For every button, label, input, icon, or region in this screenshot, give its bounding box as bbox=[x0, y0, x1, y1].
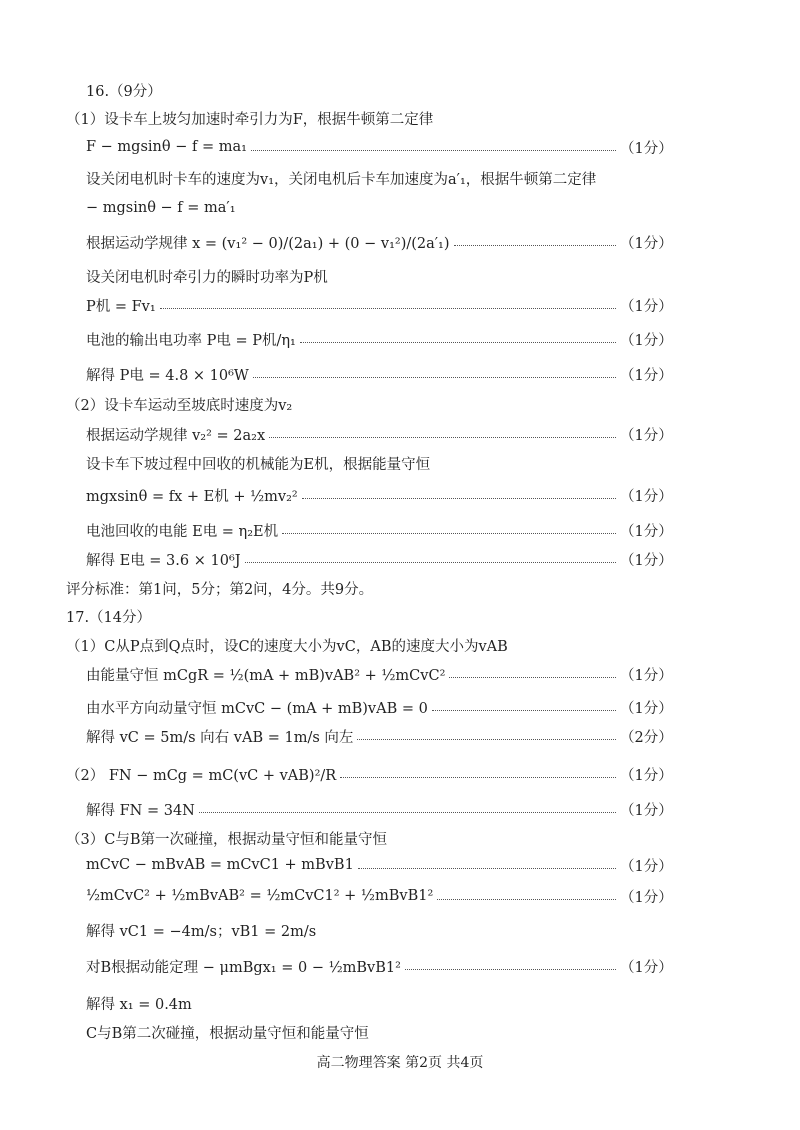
leader-dots bbox=[302, 497, 616, 499]
line-text: 设关闭电机时卡车的速度为v₁，关闭电机后卡车加速度为a′₁，根据牛顿第二定律 bbox=[86, 171, 597, 188]
answer-line-q17-p1 bbox=[0, 631, 800, 659]
leader-dots bbox=[253, 376, 616, 378]
line-text: F − mgsinθ − f = ma₁ bbox=[86, 139, 247, 155]
answer-line-q16-p2 bbox=[0, 390, 800, 418]
score-label: （2分） bbox=[620, 729, 673, 746]
leader-dots bbox=[282, 532, 616, 534]
answer-line-q16-p1 bbox=[0, 104, 800, 132]
answer-line-q16-e3 bbox=[0, 228, 800, 256]
score-label: （1分） bbox=[620, 488, 673, 505]
answer-line-q17-e8 bbox=[0, 916, 800, 944]
line-text: 由水平方向动量守恒 mCvC − (mA + mB)vAB = 0 bbox=[86, 700, 428, 717]
line-text: P机 = Fv₁ bbox=[86, 298, 156, 315]
line-text: 17.（14分） bbox=[66, 609, 152, 626]
leader-dots bbox=[357, 738, 616, 740]
leader-dots bbox=[437, 898, 616, 900]
line-text: C与B第二次碰撞，根据动量守恒和能量守恒 bbox=[86, 1025, 369, 1042]
answer-line-q16-t3 bbox=[0, 449, 800, 477]
line-text: 解得 vC1 = −4m/s；vB1 = 2m/s bbox=[86, 923, 317, 940]
line-text: 对B根据动能定理 − μmBgx₁ = 0 − ½mBvB1² bbox=[86, 959, 401, 976]
answer-line-q17-e9 bbox=[0, 952, 800, 980]
answer-line-q16-e5 bbox=[0, 325, 800, 353]
answer-line-q17-t4 bbox=[0, 1018, 800, 1046]
answer-line-q17-header bbox=[0, 602, 800, 630]
score-label: （1分） bbox=[620, 523, 673, 540]
answer-line-q16-e1 bbox=[0, 133, 800, 161]
line-text: 电池的输出电功率 P电 = P机/η₁ bbox=[86, 332, 296, 349]
line-text: 解得 E电 = 3.6 × 10⁶J bbox=[86, 552, 241, 569]
score-label: （1分） bbox=[620, 802, 673, 819]
answer-line-q17-e3 bbox=[0, 722, 800, 750]
leader-dots bbox=[454, 244, 616, 246]
answer-line-q17-e2 bbox=[0, 693, 800, 721]
line-text: （2）设卡车运动至坡底时速度为v₂ bbox=[66, 397, 293, 414]
leader-dots bbox=[160, 307, 616, 309]
line-text: 解得 x₁ = 0.4m bbox=[86, 996, 192, 1013]
leader-dots bbox=[449, 676, 616, 678]
line-text: 根据运动学规律 x = (v₁² − 0)/(2a₁) + (0 − v₁²)/(2a′₁) bbox=[86, 235, 450, 252]
line-text: （1）设卡车上坡匀加速时牵引力为F，根据牛顿第二定律 bbox=[66, 111, 434, 128]
answer-line-q16-e8 bbox=[0, 481, 800, 509]
leader-dots bbox=[358, 867, 616, 869]
line-text: 解得 FN = 34N bbox=[86, 802, 195, 819]
line-text: 电池回收的电能 E电 = η₂E机 bbox=[86, 523, 279, 540]
answer-line-q17-e1 bbox=[0, 660, 800, 688]
answer-line-q17-e10 bbox=[0, 989, 800, 1017]
line-text: 设卡车下坡过程中回收的机械能为E机，根据能量守恒 bbox=[86, 456, 431, 473]
answer-line-q16-t2 bbox=[0, 262, 800, 290]
score-label: （1分） bbox=[620, 959, 673, 976]
line-text: 由能量守恒 mCgR = ½(mA + mB)vAB² + ½mCvC² bbox=[86, 667, 446, 684]
leader-dots bbox=[251, 149, 616, 151]
score-label: （1分） bbox=[620, 552, 673, 569]
score-label: （1分） bbox=[620, 367, 673, 384]
answer-line-q17-e5 bbox=[0, 795, 800, 823]
answer-line-q16-e10 bbox=[0, 545, 800, 573]
score-label: （1分） bbox=[620, 427, 673, 444]
answer-line-q17-e4 bbox=[0, 760, 800, 788]
line-text: 16.（9分） bbox=[86, 83, 162, 100]
leader-dots bbox=[432, 709, 616, 711]
score-label: （1分） bbox=[620, 235, 673, 252]
leader-dots bbox=[405, 968, 616, 970]
score-label: （1分） bbox=[620, 667, 673, 684]
score-label: （1分） bbox=[620, 298, 673, 315]
line-text: 解得 vC = 5m/s 向右 vAB = 1m/s 向左 bbox=[86, 729, 354, 746]
score-label: （1分） bbox=[620, 332, 673, 349]
line-text: − mgsinθ − f = ma′₁ bbox=[86, 200, 236, 216]
answer-line-q16-header bbox=[0, 76, 800, 104]
line-text: （1）C从P点到Q点时，设C的速度大小为vC，AB的速度大小为vAB bbox=[66, 638, 508, 655]
page-footer: 高二物理答案 第2页 共4页 bbox=[316, 1055, 484, 1071]
line-text: （3）C与B第一次碰撞，根据动量守恒和能量守恒 bbox=[66, 831, 387, 848]
answer-line-q16-e4 bbox=[0, 291, 800, 319]
score-label: （1分） bbox=[620, 140, 673, 157]
line-text: 设关闭电机时牵引力的瞬时功率为P机 bbox=[86, 269, 328, 286]
score-label: （1分） bbox=[620, 858, 673, 875]
answer-line-q17-p3 bbox=[0, 824, 800, 852]
line-text: mgxsinθ = fx + E机 + ½mv₂² bbox=[86, 488, 298, 505]
answer-line-q16-e7 bbox=[0, 420, 800, 448]
answer-line-q16-grade bbox=[0, 574, 800, 602]
leader-dots bbox=[340, 776, 616, 778]
answer-line-q16-t1 bbox=[0, 164, 800, 192]
answer-line-q17-e6 bbox=[0, 851, 800, 879]
answer-line-q16-e9 bbox=[0, 516, 800, 544]
line-text: mCvC − mBvAB = mCvC1 + mBvB1 bbox=[86, 857, 354, 873]
score-label: （1分） bbox=[620, 767, 673, 784]
line-text: 评分标准：第1问，5分；第2问，4分。共9分。 bbox=[66, 581, 374, 598]
leader-dots bbox=[245, 561, 616, 563]
line-text: 根据运动学规律 v₂² = 2a₂x bbox=[86, 427, 266, 444]
answer-line-q16-e2 bbox=[0, 194, 800, 222]
line-text: 解得 P电 = 4.8 × 10⁶W bbox=[86, 367, 249, 384]
leader-dots bbox=[300, 341, 616, 343]
line-text: ½mCvC² + ½mBvAB² = ½mCvC1² + ½mBvB1² bbox=[86, 888, 434, 904]
answer-line-q17-e7 bbox=[0, 882, 800, 910]
score-label: （1分） bbox=[620, 700, 673, 717]
answer-line-q16-e6 bbox=[0, 360, 800, 388]
line-text: （2） FN − mCg = mC(vC + vAB)²/R bbox=[66, 767, 337, 784]
leader-dots bbox=[199, 811, 616, 813]
leader-dots bbox=[269, 436, 616, 438]
score-label: （1分） bbox=[620, 889, 673, 906]
